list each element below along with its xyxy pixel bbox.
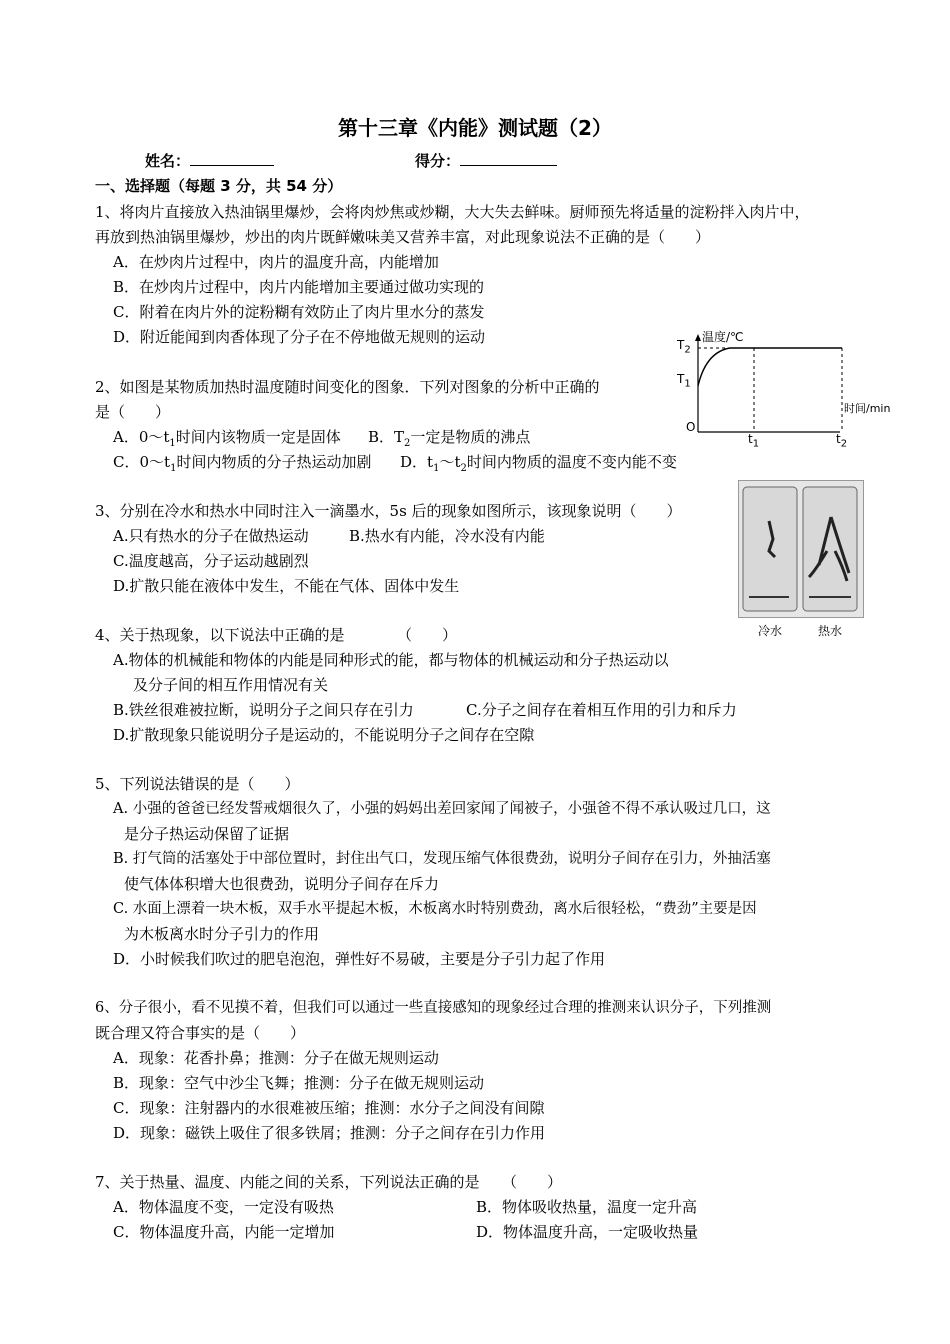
graph-T2-label: $T_2$ bbox=[677, 338, 691, 356]
ink-diffusion-photo bbox=[738, 480, 864, 618]
graph-T1-label: $T_1$ bbox=[677, 372, 691, 390]
score-label: 得分： bbox=[415, 152, 461, 170]
q6-stem-line1: 6、分子很小，看不见摸不着，但我们可以通过一些直接感知的现象经过合理的推测来认识分子，下列推测 bbox=[95, 1000, 772, 1016]
q4-stem: 4、关于热现象，以下说法中正确的是 （ ） bbox=[95, 626, 458, 644]
q1-option-c: C．附着在肉片外的淀粉糊有效防止了肉片里水分的蒸发 bbox=[113, 303, 485, 321]
q5-option-a-line2: 是分子热运动保留了证据 bbox=[124, 825, 290, 843]
section-heading: 一、选择题（每题 3 分，共 54 分） bbox=[95, 177, 343, 195]
cold-water-caption: 冷水 bbox=[758, 624, 783, 638]
q2-option-b: B．$T_2$一定是物质的沸点 bbox=[368, 428, 531, 449]
q1-option-d: D．附近能闻到肉香体现了分子在不停地做无规则的运动 bbox=[113, 328, 486, 346]
q3-stem: 3、分别在冷水和热水中同时注入一滴墨水，5s 后的现象如图所示，该现象说明（ ） bbox=[95, 502, 682, 520]
heating-curve bbox=[698, 348, 730, 386]
name-field[interactable] bbox=[145, 151, 274, 171]
q1-stem-line1: 1、将肉片直接放入热油锅里爆炒，会将肉炒焦或炒糊，大大失去鲜味。厨师预先将适量的淀粉拌入肉片中， bbox=[95, 203, 810, 221]
q7-option-d: D．物体温度升高，一定吸收热量 bbox=[476, 1223, 699, 1241]
graph-t2-label: $t_2$ bbox=[836, 432, 848, 450]
q1-stem-line2: 再放到热油锅里爆炒，炒出的肉片既鲜嫩味美又营养丰富，对此现象说法不正确的是（ ） bbox=[95, 228, 711, 246]
hot-beaker bbox=[803, 487, 857, 611]
name-label: 姓名： bbox=[145, 152, 191, 170]
q3-option-c: C.温度越高，分子运动越剧烈 bbox=[113, 552, 309, 570]
score-field[interactable] bbox=[415, 151, 557, 171]
temperature-time-graph bbox=[672, 332, 907, 450]
q5-option-c-line2: 为木板离水时分子引力的作用 bbox=[124, 925, 320, 943]
q3-option-a: A.只有热水的分子在做热运动 bbox=[113, 527, 309, 545]
q6-option-c: C．现象：注射器内的水很难被压缩；推测：水分子之间没有间隙 bbox=[113, 1099, 545, 1117]
q5-option-c-line1: C. 水面上漂着一块木板，双手水平提起木板，木板离水时特别费劲，离水后很轻松，“费劲”主要是因 bbox=[113, 901, 757, 917]
q7-stem: 7、关于热量、温度、内能之间的关系，下列说法正确的是 （ ） bbox=[95, 1173, 563, 1191]
hot-water-caption: 热水 bbox=[818, 624, 843, 638]
q3-option-d: D.扩散只能在液体中发生，不能在气体、固体中发生 bbox=[113, 577, 460, 595]
q2-stem-line2: 是（ ） bbox=[95, 403, 171, 421]
q6-stem-line2: 既合理又符合事实的是（ ） bbox=[95, 1024, 306, 1042]
q5-option-d: D．小时候我们吹过的肥皂泡泡，弹性好不易破，主要是分子引力起了作用 bbox=[113, 950, 606, 968]
graph-xlabel: 时间/min bbox=[844, 402, 891, 415]
photo-svg bbox=[739, 481, 863, 617]
q6-option-a: A．现象：花香扑鼻；推测：分子在做无规则运动 bbox=[113, 1049, 439, 1067]
q7-option-a: A．物体温度不变，一定没有吸热 bbox=[113, 1198, 334, 1216]
q7-option-c: C．物体温度升高，内能一定增加 bbox=[113, 1223, 335, 1241]
q2-option-c: C．$0\sim t_1$时间内物质的分子热运动加剧 bbox=[113, 453, 372, 474]
q4-option-c: C.分子之间存在着相互作用的引力和斥力 bbox=[466, 701, 737, 719]
page-title: 第十三章《内能》测试题（2） bbox=[338, 116, 612, 140]
graph-origin-label: O bbox=[686, 420, 696, 434]
q2-option-d: D．$t_1\sim t_2$时间内物质的温度不变内能不变 bbox=[400, 453, 677, 474]
q7-option-b: B．物体吸收热量，温度一定升高 bbox=[476, 1198, 698, 1216]
y-axis-arrow bbox=[695, 334, 701, 341]
name-blank[interactable] bbox=[190, 151, 274, 166]
q1-option-b: B．在炒肉片过程中，肉片内能增加主要通过做功实现的 bbox=[113, 278, 485, 296]
graph-svg bbox=[672, 332, 907, 450]
q2-option-a: A．$0\sim t_1$时间内该物质一定是固体 bbox=[113, 428, 341, 449]
q5-option-a-line1: A. 小强的爸爸已经发誓戒烟很久了，小强的妈妈出差回家闻了闻被子，小强爸不得不承认吸过几口，这 bbox=[113, 801, 771, 817]
q6-option-b: B．现象：空气中沙尘飞舞；推测：分子在做无规则运动 bbox=[113, 1074, 485, 1092]
graph-t1-label: $t_1$ bbox=[748, 432, 760, 450]
q5-option-b-line1: B. 打气筒的活塞处于中部位置时，封住出气口，发现压缩气体很费劲，说明分子间存在引力，外抽活塞 bbox=[113, 851, 771, 867]
q4-option-b: B.铁丝很难被拉断，说明分子之间只存在引力 bbox=[113, 701, 414, 719]
q5-stem: 5、下列说法错误的是（ ） bbox=[95, 775, 300, 793]
graph-ylabel: 温度/℃ bbox=[702, 330, 744, 344]
q4-option-a-line1: A.物体的机械能和物体的内能是同种形式的能，都与物体的机械运动和分子热运动以 bbox=[113, 651, 669, 669]
score-blank[interactable] bbox=[460, 151, 557, 166]
q4-option-d: D.扩散现象只能说明分子是运动的，不能说明分子之间存在空隙 bbox=[113, 726, 535, 744]
q2-stem-line1: 2、如图是某物质加热时温度随时间变化的图象．下列对图象的分析中正确的 bbox=[95, 378, 600, 396]
q6-option-d: D．现象：磁铁上吸住了很多铁屑；推测：分子之间存在引力作用 bbox=[113, 1124, 546, 1142]
q3-option-b: B.热水有内能，冷水没有内能 bbox=[349, 527, 545, 545]
q4-option-a-line2: 及分子间的相互作用情况有关 bbox=[133, 676, 329, 694]
q5-option-b-line2: 使气体体积增大也很费劲，说明分子间存在斥力 bbox=[124, 875, 440, 893]
q1-option-a: A．在炒肉片过程中，肉片的温度升高，内能增加 bbox=[113, 253, 439, 271]
